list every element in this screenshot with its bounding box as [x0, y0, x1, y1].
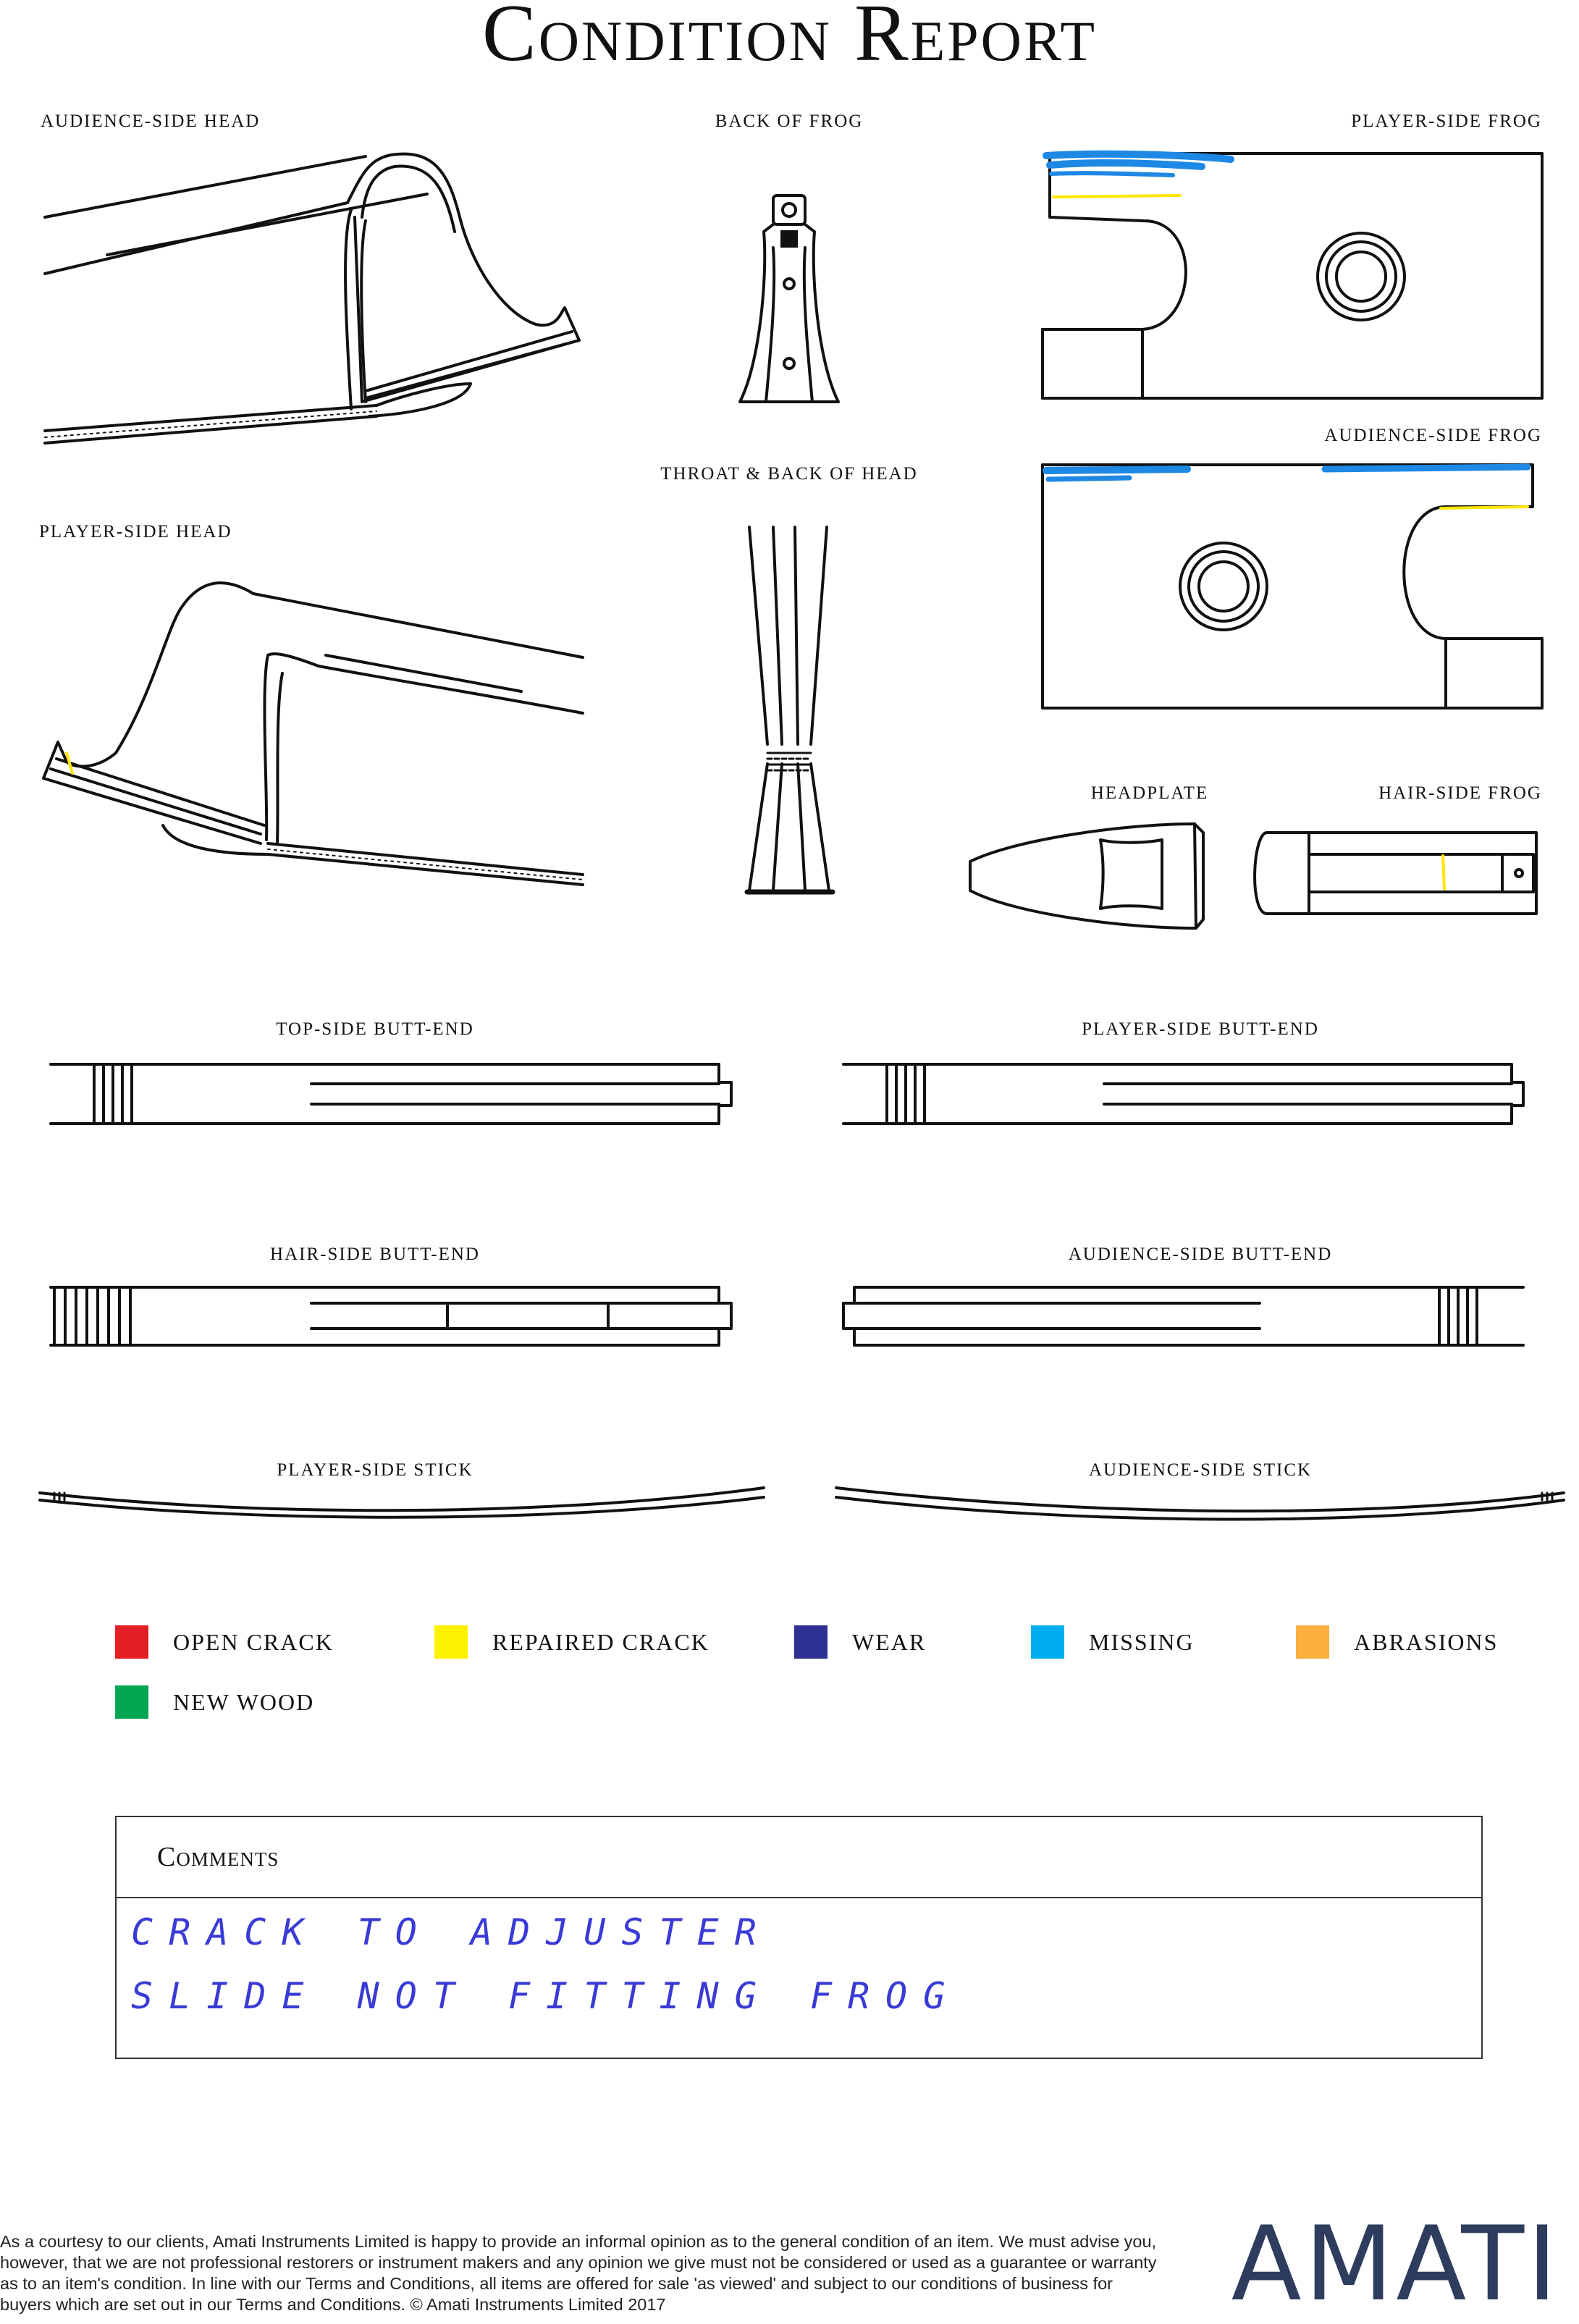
legend-label: REPAIRED CRACK — [492, 1628, 710, 1655]
legend-label: OPEN CRACK — [173, 1628, 334, 1655]
legend-abrasions — [1296, 1625, 1498, 1659]
audience-side-butt-end-drawing — [843, 1287, 1523, 1345]
label-throat-back-of-head: THROAT & BACK OF HEAD — [660, 464, 918, 484]
comments-heading: Comments — [117, 1817, 1481, 1898]
legend-new-wood — [115, 1685, 314, 1719]
comment-line-1: CRACK TO ADJUSTER — [131, 1911, 772, 1953]
back-of-frog-drawing — [740, 195, 838, 402]
legend-open-crack — [115, 1625, 334, 1659]
player-side-frog-drawing — [1043, 153, 1542, 398]
legend-wear — [794, 1625, 926, 1659]
label-audience-side-stick: AUDIENCE-SIDE STICK — [1088, 1460, 1313, 1480]
label-player-side-frog: PLAYER-SIDE FROG — [1351, 111, 1542, 131]
player-side-stick-drawing — [40, 1488, 764, 1517]
top-side-butt-end-drawing — [51, 1064, 731, 1124]
legend-swatch-red — [115, 1625, 148, 1659]
comment-line-2: SLIDE NOT FITTING FROG — [131, 1975, 961, 2017]
disclaimer-text: As a courtesy to our clients, Amati Instruments Limited is happy to provide an informal opinion as to the general condition of an item. We must advise you, however, that we are not professional restorers or instrument makers and any opinion we give must not be considered or used as a guarantee or warranty as to an item's condition. In line with our Terms and Conditions, all items are offered for sale 'as viewed' and subject to our conditions of business for buyers which are set out in our Terms and Conditions. © Amati Instruments Limited 2017 — [0, 2232, 1157, 2314]
audience-side-stick-drawing — [836, 1488, 1564, 1520]
audience-side-frog-drawing — [1043, 465, 1542, 708]
label-hair-side-frog: HAIR-SIDE FROG — [1378, 783, 1542, 803]
legend-label: WEAR — [852, 1628, 927, 1655]
legend-swatch-cyan — [1031, 1625, 1064, 1659]
hair-side-butt-end-drawing — [51, 1287, 731, 1345]
legend-swatch-green — [115, 1685, 148, 1719]
label-audience-side-butt-end: AUDIENCE-SIDE BUTT-END — [1068, 1245, 1333, 1264]
comments-box — [115, 1816, 1483, 2059]
legend-swatch-navy — [794, 1625, 828, 1659]
legend-repaired-crack — [434, 1625, 710, 1659]
legend-label: ABRASIONS — [1354, 1628, 1499, 1655]
condition-marks — [67, 154, 1528, 889]
amati-logo: AMATI — [1231, 2205, 1560, 2324]
label-player-side-head: PLAYER-SIDE HEAD — [39, 522, 232, 542]
throat-back-of-head-drawing — [747, 527, 833, 892]
label-player-side-butt-end: PLAYER-SIDE BUTT-END — [1082, 1019, 1319, 1039]
audience-side-head-drawing — [45, 154, 579, 443]
label-audience-side-frog: AUDIENCE-SIDE FROG — [1324, 426, 1542, 445]
legend-label: MISSING — [1089, 1628, 1195, 1655]
headplate-drawing — [970, 824, 1203, 928]
label-top-side-butt-end: TOP-SIDE BUTT-END — [276, 1019, 474, 1039]
player-side-butt-end-drawing — [843, 1064, 1523, 1124]
hair-side-frog-drawing — [1255, 833, 1536, 914]
label-headplate: HEADPLATE — [1090, 783, 1209, 803]
label-back-of-frog: BACK OF FROG — [715, 111, 864, 131]
label-player-side-stick: PLAYER-SIDE STICK — [277, 1460, 473, 1480]
label-hair-side-butt-end: HAIR-SIDE BUTT-END — [270, 1245, 480, 1264]
player-side-head-drawing — [43, 583, 583, 885]
legend-missing — [1031, 1625, 1195, 1659]
legend-label: NEW WOOD — [173, 1688, 315, 1715]
page-title: Condition Report — [482, 0, 1097, 78]
legend-swatch-orange — [1296, 1625, 1329, 1659]
label-audience-side-head: AUDIENCE-SIDE HEAD — [41, 111, 261, 131]
legend-swatch-yellow — [434, 1625, 468, 1659]
